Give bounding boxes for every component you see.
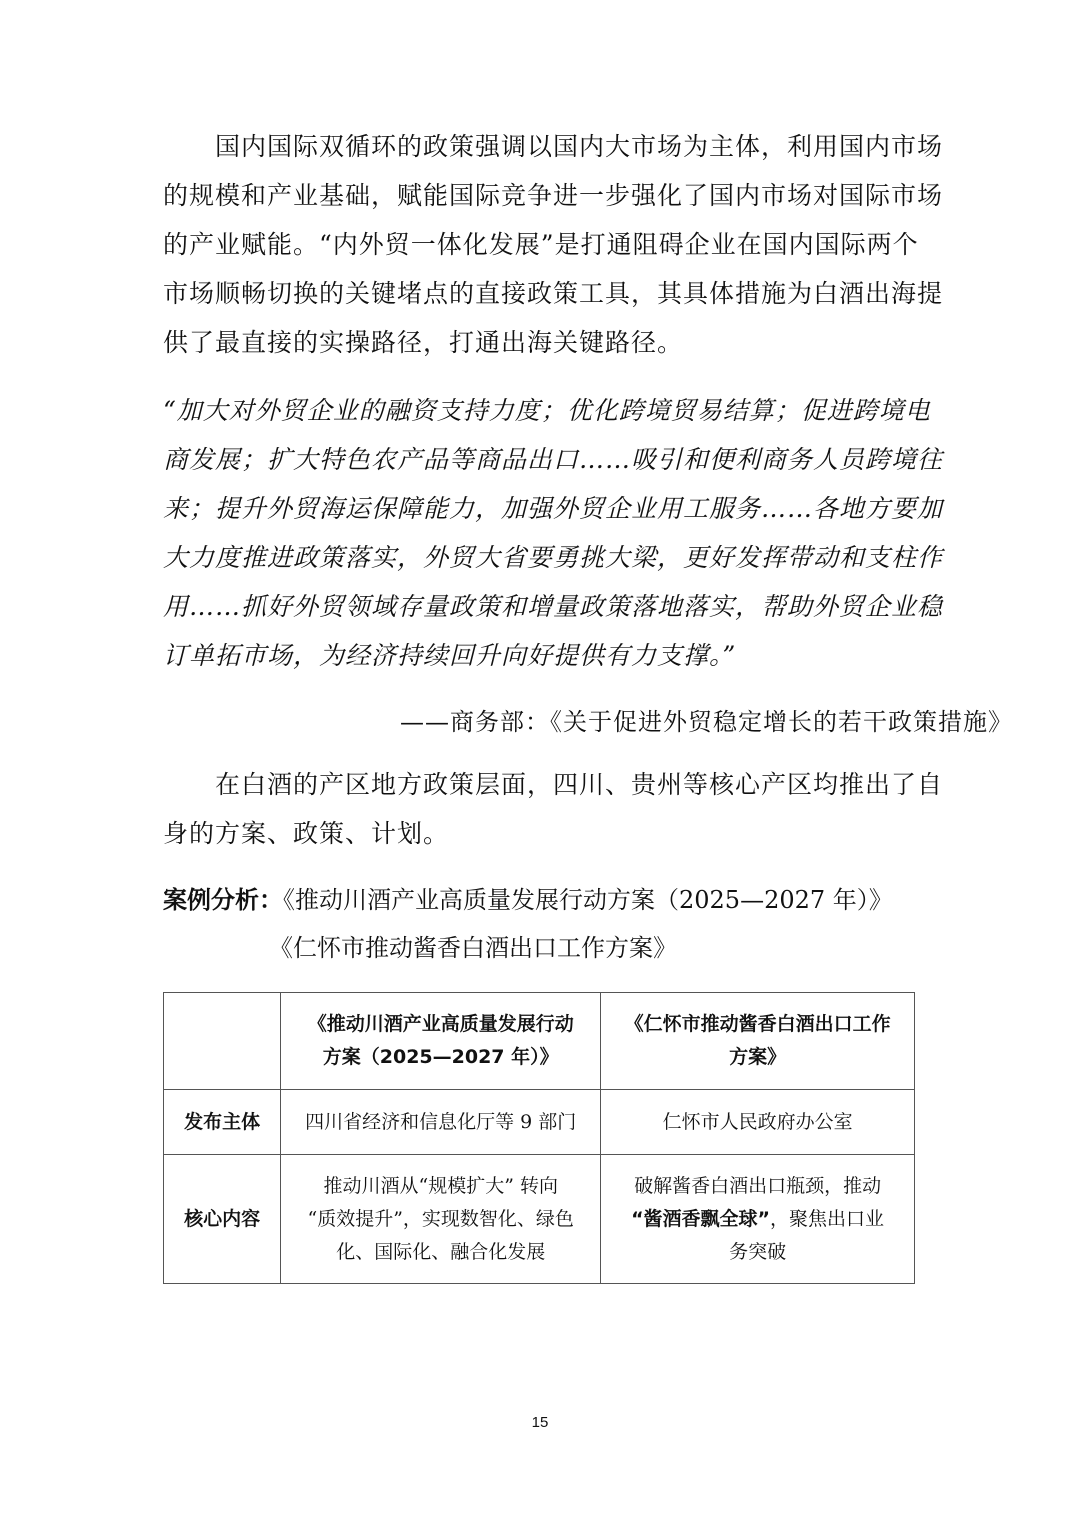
table-corner-cell xyxy=(164,993,281,1090)
header-line: 方案（2025—2027 年）》 xyxy=(322,1046,559,1068)
text-line: 身的方案、政策、计划。 xyxy=(163,819,450,848)
text-line: 在白酒的产区地方政策层面，四川、贵州等核心产区均推出了自 xyxy=(215,770,944,799)
case-doc-title: 《推动川酒产业高质量发展行动方案（2025—2027 年）》 xyxy=(283,886,893,914)
table-header-cell xyxy=(281,993,601,1090)
quote-line: 大力度推进政策落实，外贸大省要勇挑大梁，更好发挥带动和支柱作 xyxy=(163,543,944,572)
header-line: 《仁怀市推动酱香白酒出口工作 xyxy=(624,1013,891,1035)
cell-line xyxy=(607,1203,908,1236)
text-line: 的产业赋能。“内外贸一体化发展”是打通阻碍企业在国内国际两个 xyxy=(163,230,919,259)
policy-quote xyxy=(163,386,944,680)
quote-line: “加大对外贸企业的融资支持力度；优化跨境贸易结算；促进跨境电 xyxy=(163,396,931,425)
header-line: 方案》 xyxy=(729,1046,787,1068)
text-line: 市场顺畅切换的关键堵点的直接政策工具，其具体措施为白酒出海提 xyxy=(163,279,944,308)
cell-line: “质效提升”，实现数智化、绿色 xyxy=(307,1207,574,1230)
table-row xyxy=(164,1090,915,1155)
case-doc-title: 《仁怀市推动酱香白酒出口工作方案》 xyxy=(269,934,677,962)
quote-line: 用……抓好外贸领域存量政策和增量政策落地落实，帮助外贸企业稳 xyxy=(163,592,944,621)
table-header-cell xyxy=(601,993,915,1090)
quote-line: 订单拓市场，为经济持续回升向好提供有力支撑。” xyxy=(163,641,737,670)
text-line: 国内国际双循环的政策强调以国内大市场为主体，利用国内市场 xyxy=(215,132,944,161)
table-cell xyxy=(601,1155,915,1284)
quote-line: 商发展；扩大特色农产品等商品出口……吸引和便利商务人员跨境往 xyxy=(163,445,944,474)
row-label: 发布主体 xyxy=(164,1090,281,1155)
emphasis-text: “酱酒香飘全球” xyxy=(631,1207,771,1230)
cell-text: ，聚焦出口业 xyxy=(770,1207,885,1230)
header-line: 《推动川酒产业高质量发展行动 xyxy=(307,1013,574,1035)
case-analysis-label: 案例分析： xyxy=(163,886,283,914)
cell-line: 务突破 xyxy=(729,1240,787,1263)
table-row xyxy=(164,1155,915,1284)
quote-line: 来；提升外贸海运保障能力，加强外贸企业用工服务……各地方要加 xyxy=(163,494,944,523)
table-cell: 仁怀市人民政府办公室 xyxy=(601,1090,915,1155)
cell-line: 推动川酒从“规模扩大” 转向 xyxy=(323,1174,558,1197)
quote-attribution: ——商务部：《关于促进外贸稳定增长的若干政策措施》 xyxy=(400,708,1013,736)
table-header-row xyxy=(164,993,915,1090)
cell-line: 破解酱香白酒出口瓶颈，推动 xyxy=(634,1174,882,1197)
cell-line: 化、国际化、融合化发展 xyxy=(336,1240,546,1263)
row-label: 核心内容 xyxy=(164,1155,281,1284)
text-line: 供了最直接的实操路径，打通出海关键路径。 xyxy=(163,328,684,357)
page-number: 15 xyxy=(531,1414,549,1431)
paragraph-dual-circulation xyxy=(163,122,944,367)
text-line: 的规模和产业基础，赋能国际竞争进一步强化了国内市场对国际市场 xyxy=(163,181,944,210)
table-cell xyxy=(281,1155,601,1284)
case-analysis xyxy=(163,876,923,972)
table-cell: 四川省经济和信息化厅等 9 部门 xyxy=(281,1090,601,1155)
paragraph-production-areas xyxy=(163,760,944,858)
comparison-table xyxy=(163,992,915,1284)
